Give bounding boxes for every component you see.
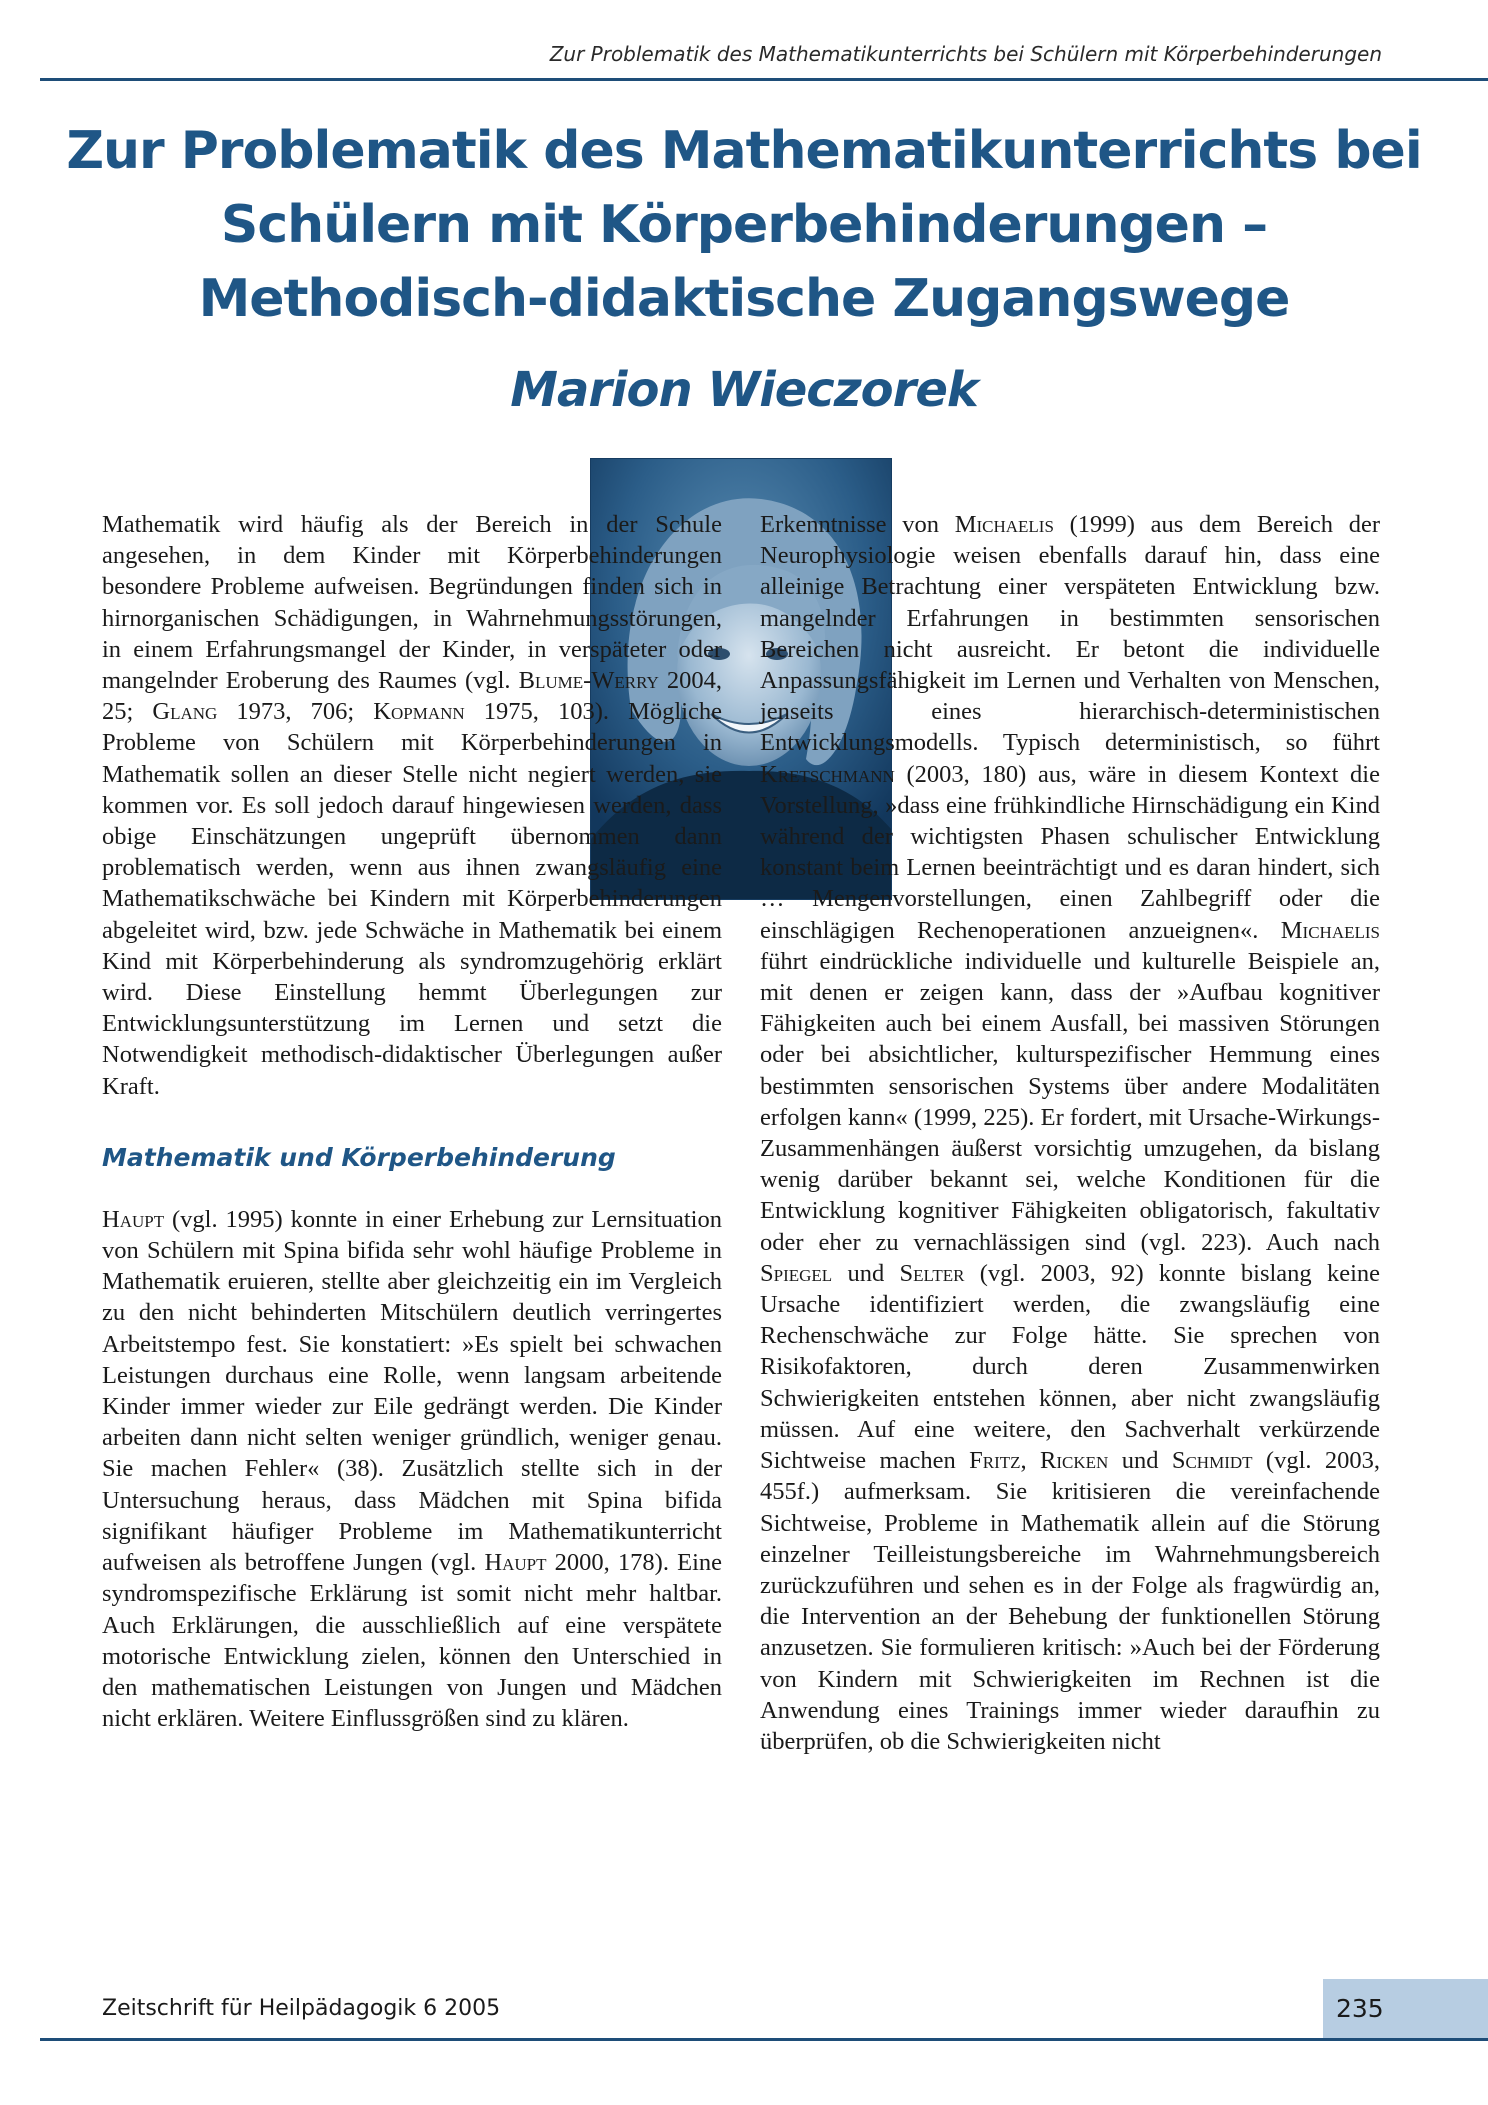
cited-author: Michaelis	[1280, 916, 1380, 944]
text-run: (2003, 180) aus, wäre in diesem Kontext die Vorstellung, »dass eine frühkindliche Hirnschädigung ein Kind während der wichtigsten Phasen schulischer Entwicklung konstant beim Lernen beeinträchtigt und es daran hindert, sich … Mengenvorstellungen, einen Zahlbegriff oder die einschlägigen Rechenoperationen anzueignen«.	[760, 760, 1380, 944]
cited-author: Michaelis	[954, 511, 1054, 538]
cited-author: Schmidt	[1171, 1447, 1253, 1475]
footer-rule	[40, 2038, 1488, 2041]
section-heading: Mathematik und Körperbehinderung	[102, 1142, 616, 1172]
text-run: 2004, 25;	[102, 667, 723, 726]
text-run: führt eindrückliche individuelle und kulturelle Beispiele an, mit denen er zeigen kann, dass der »Aufbau kognitiver Fähigkeiten auch bei einem Ausfall, bei massiven Störungen oder bei absichtlicher, kulturspezifischer Hemmung eines bestimmten sensorischen Systems über andere Modalitäten erfolgen kann« (1999, 225). Er fordert, mit Ursache-Wirkungs-Zusammenhängen äußerst vorsichtig umzugehen, da bislang wenig darüber bekannt sei, welche Konditionen für die Entwicklung kognitiver Fähigkeiten obligatorisch, fakultativ oder eher zu vernachlässigen sind (vgl. 223). Auch nach	[760, 947, 1380, 1256]
text-run: und	[1108, 1447, 1172, 1475]
text-run: und	[832, 1259, 900, 1287]
title-line-3: Methodisch-didaktische Zugangswege	[198, 269, 1290, 329]
section-paragraph	[102, 1204, 722, 1734]
footer-journal: Zeitschrift für Heilpädagogik 6 2005	[102, 1996, 501, 2021]
left-column	[102, 509, 722, 1734]
cited-author: Blume-Werry	[518, 667, 659, 695]
text-run: Erkenntnisse von	[760, 511, 955, 538]
page-number: 235	[1336, 1994, 1384, 2023]
right-column	[760, 509, 1380, 1757]
text-run: ,	[1020, 1447, 1041, 1475]
title-line-1: Zur Problematik des Mathematikunterrichts bei	[66, 121, 1422, 181]
running-head: Zur Problematik des Mathematikunterrichts bei Schülern mit Körperbehinderungen	[549, 42, 1382, 66]
text-run: (vgl. 2003, 455f.) aufmerksam. Sie kritisieren die vereinfachende Sichtweise, Probleme in Mathematik allein auf die Störung einzelner Teilleistungsbereiche im Wahrnehmungsbereich zurückzuführen und sehen es in der Folge als fragwürdig an, die Intervention an der Behebung der funktionellen Störung anzusetzen. Sie formulieren kritisch: »Auch bei der Förderung von Kindern mit Schwierigkeiten im Rechnen ist die Anwendung eines Trainings immer wieder daraufhin zu überprüfen, ob die Schwierigkeiten nicht	[760, 1447, 1381, 1755]
title-line-2: Schülern mit Körperbehinderungen –	[220, 195, 1268, 255]
header-rule	[40, 78, 1488, 81]
article-title	[40, 114, 1448, 336]
cited-author: Glang	[152, 698, 218, 726]
cited-author: Kretschmann	[760, 760, 895, 788]
cited-author: Kopmann	[373, 698, 465, 726]
cited-author: Haupt	[102, 1205, 165, 1233]
cited-author: Fritz	[969, 1447, 1021, 1475]
right-paragraph	[760, 509, 1380, 1757]
intro-paragraph	[102, 509, 722, 1102]
text-run: Mathematik wird häufig als der Bereich in der Schule angesehen, in dem Kinder mit Körperbehinderungen besondere Probleme aufweisen. Begründungen finden sich in hirnorganischen Schädigungen, in Wahrnehmungsstörungen, in einem Erfahrungsmangel der Kinder, in verspäteter oder mangelnder Eroberung des Raumes (vgl.	[102, 511, 722, 695]
text-run: 2000, 178). Eine syndromspezifische Erklärung ist somit nicht mehr haltbar. Auch Erklärungen, die ausschließlich auf eine verspätete motorische Entwicklung zielen, können den Unterschied in den mathematischen Leistungen von Jungen und Mädchen nicht erklären. Weitere Einflussgrößen sind zu klären.	[102, 1549, 722, 1733]
author-name: Marion Wieczorek	[510, 362, 978, 418]
text-run: (1999) aus dem Bereich der Neurophysiologie weisen ebenfalls darauf hin, dass eine alleinige Betrachtung einer verspäteten Entwicklung bzw. mangelnder Erfahrungen in bestimmten sensorischen Bereichen nicht ausreicht. Er betont die individuelle Anpassungsfähigkeit im Lernen und Verhalten von Menschen, jenseits eines hierarchisch-deterministischen Entwicklungsmodells. Typisch deterministisch, so führt	[760, 511, 1380, 757]
text-run: (vgl. 2003, 92) konnte bislang keine Ursache identifiziert werden, die zwangsläufig eine Rechenschwäche zur Folge hätte. Sie sprechen von Risikofaktoren, durch deren Zusammenwirken Schwierigkeiten entstehen können, aber nicht zwangsläufig müssen. Auf eine weitere, den Sachverhalt verkürzende Sichtweise machen	[760, 1259, 1380, 1475]
cited-author: Spiegel	[760, 1259, 833, 1287]
cited-author: Selter	[899, 1259, 965, 1287]
text-run: 1975, 103). Mögliche Probleme von Schülern mit Körperbehinderungen in Mathematik sollen an dieser Stelle nicht negiert werden, sie kommen vor. Es soll jedoch darauf hingewiesen werden, dass obige Einschätzungen ungeprüft übernommen dann problematisch werden, wenn aus ihnen zwangsläufig eine Mathematikschwäche bei Kindern mit Körperbehinderungen abgeleitet wird, bzw. jede Schwäche in Mathematik bei einem Kind mit Körperbehinderung als syndromzugehörig erklärt wird. Diese Einstellung hemmt Überlegungen zur Entwicklungsunterstützung im Lernen und setzt die Notwendigkeit methodisch-didaktischer Überlegungen außer Kraft.	[102, 698, 723, 1100]
text-run: 1973, 706;	[217, 698, 374, 726]
cited-author: Haupt	[484, 1549, 547, 1577]
text-run: (vgl. 1995) konnte in einer Erhebung zur Lernsituation von Schülern mit Spina bifida sehr wohl häufige Probleme in Mathematik eruieren, stellte aber gleichzeitig ein im Vergleich zu den nicht behinderten Mitschülern deutlich verringertes Arbeitstempo fest. Sie konstatiert: »Es spielt bei schwachen Leistungen durchaus eine Rolle, wenn langsam arbeitende Kinder immer wieder zur Eile gedrängt werden. Die Kinder arbeiten dann nicht selten weniger gründlich, weniger genau. Sie machen Fehler« (38). Zusätzlich stellte sich in der Untersuchung heraus, dass Mädchen mit Spina bifida signifikant häufiger Probleme im Mathematikunterricht aufweisen als betroffene Jungen (vgl.	[102, 1205, 722, 1577]
cited-author: Ricken	[1040, 1447, 1109, 1475]
